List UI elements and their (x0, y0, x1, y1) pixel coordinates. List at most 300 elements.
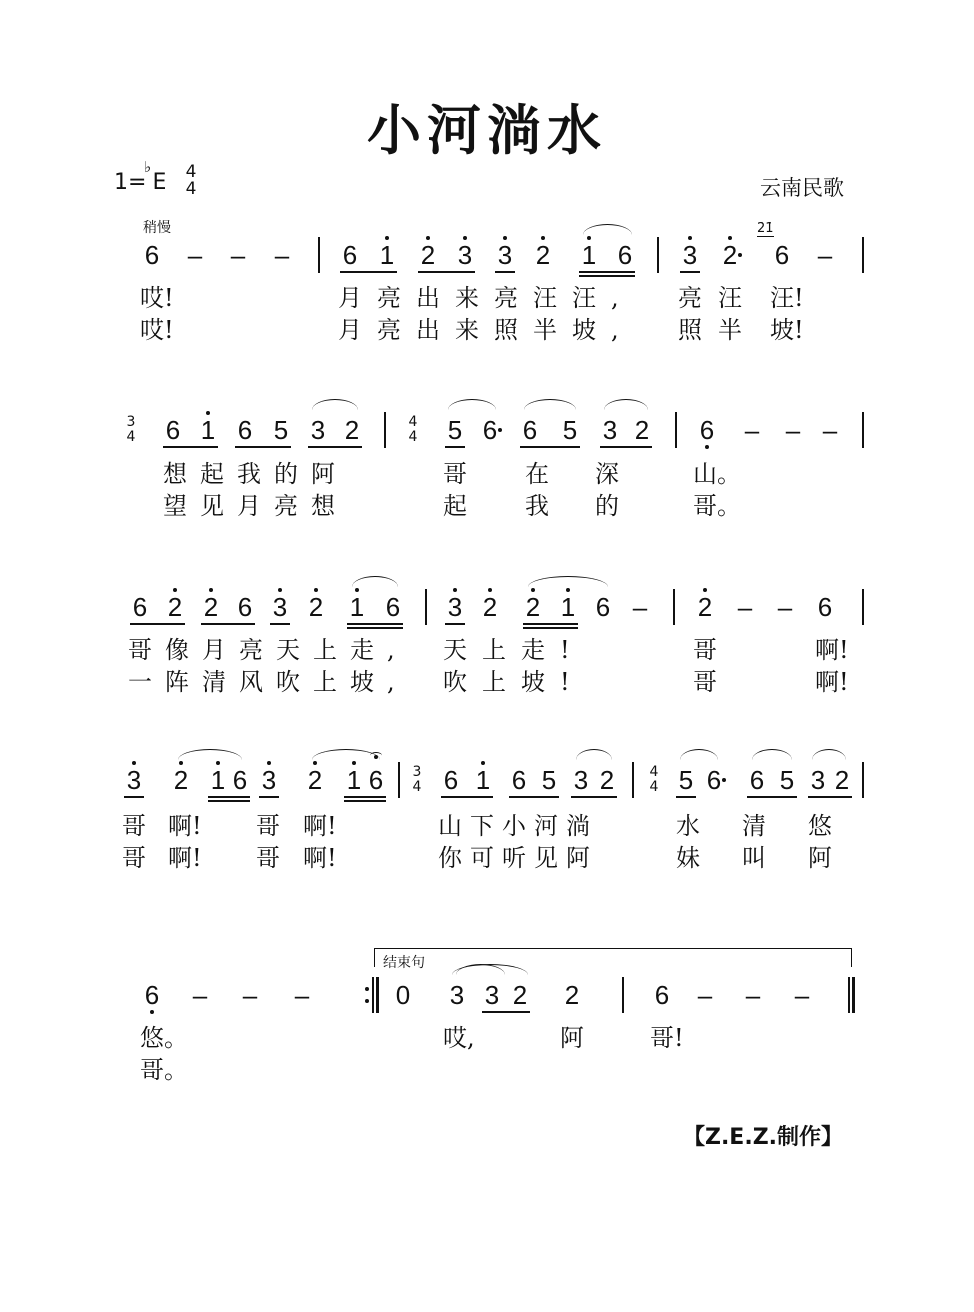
slur (576, 749, 612, 760)
lyric: 我 (525, 492, 549, 520)
octave-up-dot (453, 588, 457, 592)
note (613, 240, 637, 270)
octave-up-dot (463, 236, 467, 240)
note (558, 415, 582, 445)
underline-beam (571, 796, 617, 798)
key-signature (114, 158, 197, 199)
lyric: 山下小河淌 (438, 812, 598, 840)
note (678, 240, 702, 270)
slur (812, 749, 846, 760)
underline-beam (340, 271, 397, 273)
note (478, 415, 502, 445)
underline-beam (308, 446, 362, 448)
underline-beam (495, 271, 515, 273)
octave-up-dot (352, 761, 356, 765)
underline-beam (208, 796, 250, 798)
note-digit: 6 (774, 240, 790, 270)
ending-label: 结束句 (383, 955, 425, 971)
note (478, 592, 502, 622)
note (630, 415, 654, 445)
note (439, 765, 463, 795)
dash (238, 980, 262, 1010)
lyric: 的 (595, 492, 619, 520)
note-digit: 3 (310, 415, 326, 445)
note (531, 240, 555, 270)
note (233, 592, 257, 622)
note (122, 765, 146, 795)
note-digit: 6 (237, 592, 253, 622)
lyric: 妹 (676, 844, 700, 872)
barline (398, 762, 400, 798)
octave-up-dot (503, 236, 507, 240)
note-digit: 5 (447, 415, 463, 445)
slur (312, 399, 358, 410)
note-digit: 2 (420, 240, 436, 270)
slur (528, 576, 608, 587)
lyric: 你可听见阿 (438, 844, 598, 872)
underline-beam (163, 446, 218, 448)
final-barline-thick (852, 977, 855, 1013)
lyric: 悠。 (140, 1024, 188, 1052)
grace-note: 2̇1̇ (757, 221, 774, 236)
note-digit: 2 (535, 240, 551, 270)
dash (790, 980, 814, 1010)
augmentation-dot (738, 253, 742, 257)
dash (628, 592, 652, 622)
underline-beam (523, 627, 578, 629)
octave-up-dot (728, 236, 732, 240)
dash (733, 592, 757, 622)
octave-up-dot (209, 588, 213, 592)
dash (290, 980, 314, 1010)
octave-up-dot (488, 588, 492, 592)
note-digit: 6 (144, 240, 160, 270)
note (556, 592, 580, 622)
note-digit: – (632, 592, 648, 622)
time-bottom: 4 (408, 429, 418, 445)
lyric: 一阵清风吹上坡, (128, 668, 408, 696)
underline-beam (270, 623, 290, 625)
lyric: 啊! (815, 636, 849, 664)
note-digit: 5 (273, 415, 289, 445)
note (813, 592, 837, 622)
note-digit: 1 (210, 765, 226, 795)
note (569, 765, 593, 795)
note (375, 240, 399, 270)
note-digit: – (192, 980, 208, 1010)
lyric: 哥。 (140, 1056, 188, 1084)
note-digit: 3 (126, 765, 142, 795)
time-signature (124, 415, 138, 445)
note (493, 240, 517, 270)
dash (270, 240, 294, 270)
note-digit: – (187, 240, 203, 270)
underline-beam (418, 271, 475, 273)
lyric: 哎! (140, 316, 174, 344)
note (269, 415, 293, 445)
lyric: 哎, (443, 1024, 475, 1052)
lyric: 阿 (560, 1024, 584, 1052)
slur (752, 749, 792, 760)
note-digit: 3 (484, 980, 500, 1010)
note (480, 980, 504, 1010)
note-digit: 2 (203, 592, 219, 622)
dash (183, 240, 207, 270)
note (342, 765, 366, 795)
octave-up-dot (206, 411, 210, 415)
note (169, 765, 193, 795)
note-digit: 5 (779, 765, 795, 795)
note (591, 592, 615, 622)
note (775, 765, 799, 795)
dash (813, 240, 837, 270)
barline (675, 412, 677, 448)
note (537, 765, 561, 795)
octave-up-dot (313, 761, 317, 765)
octave-up-dot (173, 588, 177, 592)
time-bottom: 4 (126, 429, 136, 445)
octave-up-dot (531, 588, 535, 592)
note-digit: 5 (562, 415, 578, 445)
note-digit: 2 (344, 415, 360, 445)
note-digit: 3 (573, 765, 589, 795)
note-digit: 6 (654, 980, 670, 1010)
note-digit: 6 (342, 240, 358, 270)
time-top: 4 (408, 414, 418, 430)
note-digit: 3 (261, 765, 277, 795)
note (518, 415, 542, 445)
lyric: 清 (742, 812, 766, 840)
underline-beam (680, 271, 700, 273)
note-digit: 1 (379, 240, 395, 270)
underline-beam (208, 800, 250, 802)
lyric: 汪! (770, 284, 804, 312)
note (718, 240, 742, 270)
note (268, 592, 292, 622)
time-signature (410, 765, 424, 795)
note-digit: – (745, 980, 761, 1010)
time-top: 3 (412, 764, 422, 780)
underline-beam (344, 796, 386, 798)
lyric: 哥 (693, 636, 717, 664)
note-digit: – (785, 415, 801, 445)
note-digit: 6 (237, 415, 253, 445)
note (508, 980, 532, 1010)
octave-up-dot (385, 236, 389, 240)
note-digit: 6 (511, 765, 527, 795)
note (445, 980, 469, 1010)
time-top: 4 (185, 162, 197, 182)
lyric: 天上走! (443, 636, 585, 664)
note (128, 592, 152, 622)
lyric: 在 (525, 460, 549, 488)
lyric: 起 (443, 492, 467, 520)
note (161, 415, 185, 445)
barline (862, 237, 864, 273)
note-digit: – (230, 240, 246, 270)
lyric: 月亮出来照半坡, (338, 316, 634, 344)
lyric: 哥 (256, 844, 280, 872)
octave-up-dot (278, 588, 282, 592)
note (693, 592, 717, 622)
note (830, 765, 854, 795)
note-digit: – (794, 980, 810, 1010)
note (306, 415, 330, 445)
note (577, 240, 601, 270)
note-digit: 3 (272, 592, 288, 622)
note-digit: 0 (395, 980, 411, 1010)
augmentation-dot (498, 428, 502, 432)
flat-sign: ♭ (144, 158, 152, 176)
slur (178, 749, 242, 760)
note (257, 765, 281, 795)
underline-beam (579, 275, 635, 277)
note-digit: – (294, 980, 310, 1010)
octave-up-dot (132, 761, 136, 765)
barline (425, 589, 427, 625)
dash (740, 415, 764, 445)
note-digit: – (242, 980, 258, 1010)
octave-up-dot (426, 236, 430, 240)
note-digit: 1 (560, 592, 576, 622)
lyric: 啊! (815, 668, 849, 696)
slur (352, 576, 398, 587)
note (416, 240, 440, 270)
barline (862, 589, 864, 625)
note (199, 592, 223, 622)
note-digit: – (697, 980, 713, 1010)
underline-beam (347, 623, 403, 625)
barline (862, 412, 864, 448)
octave-up-dot (314, 588, 318, 592)
dash (773, 592, 797, 622)
lyric: 坡! (770, 316, 804, 344)
dash (818, 415, 842, 445)
song-origin: 云南民歌 (760, 176, 844, 200)
octave-down-dot (150, 1010, 154, 1014)
repeat-end-barline (372, 977, 374, 1013)
note (345, 592, 369, 622)
note-digit: 6 (443, 765, 459, 795)
slur (524, 399, 576, 410)
octave-up-dot (481, 761, 485, 765)
octave-up-dot (688, 236, 692, 240)
lyric: 叫 (742, 844, 766, 872)
time-bottom: 4 (412, 779, 422, 795)
underline-beam (676, 796, 696, 798)
underline-beam (482, 1011, 530, 1013)
underline-beam (600, 446, 652, 448)
credit-footer: 【Z.E.Z.制作】 (683, 1125, 844, 1150)
lyric: 哥。 (693, 492, 741, 520)
lyric: 哥 (693, 668, 717, 696)
note-digit: 3 (810, 765, 826, 795)
note (303, 765, 327, 795)
underline-beam (747, 796, 797, 798)
dash (741, 980, 765, 1010)
note-digit: 1 (475, 765, 491, 795)
note-digit: 2 (634, 415, 650, 445)
note (598, 415, 622, 445)
octave-up-dot (267, 761, 271, 765)
note-digit: 2 (308, 592, 324, 622)
ending-bracket (374, 948, 852, 967)
octave-up-dot (541, 236, 545, 240)
note (471, 765, 495, 795)
underline-beam (445, 446, 465, 448)
slur (583, 224, 632, 235)
note (702, 765, 726, 795)
lyric: 悠 (808, 812, 832, 840)
lyric: 哥 (122, 844, 146, 872)
note (595, 765, 619, 795)
underline-beam (344, 800, 386, 802)
note-digit: 6 (522, 415, 538, 445)
underline-beam (124, 796, 144, 798)
note (453, 240, 477, 270)
note (338, 240, 362, 270)
note (381, 592, 405, 622)
note (163, 592, 187, 622)
slur (604, 399, 648, 410)
lyric: 哥 (256, 812, 280, 840)
note (196, 415, 220, 445)
note-digit: – (822, 415, 838, 445)
octave-up-dot (179, 761, 183, 765)
key-prefix: 1= (114, 170, 147, 195)
underline-beam (579, 271, 635, 273)
note-digit: 3 (602, 415, 618, 445)
octave-up-dot (355, 588, 359, 592)
note-digit: 1 (346, 765, 362, 795)
note (140, 240, 164, 270)
note (674, 765, 698, 795)
note-digit: 3 (682, 240, 698, 270)
fermata-dot (374, 755, 378, 759)
barline (384, 412, 386, 448)
lyric: 月亮出来亮汪汪, (338, 284, 634, 312)
note (233, 415, 257, 445)
note-digit: 6 (749, 765, 765, 795)
key-note: E (152, 170, 167, 195)
note (695, 415, 719, 445)
note-digit: – (777, 592, 793, 622)
underline-beam (259, 796, 279, 798)
note-digit: 1 (349, 592, 365, 622)
note-digit: 2 (834, 765, 850, 795)
lyric: 哎! (140, 284, 174, 312)
barline (657, 237, 659, 273)
note-digit: 3 (497, 240, 513, 270)
lyric: 啊! (168, 844, 202, 872)
note-digit: 3 (447, 592, 463, 622)
octave-up-dot (216, 761, 220, 765)
lyric: 啊! (303, 812, 337, 840)
note-digit: 2 (697, 592, 713, 622)
note-digit: 6 (132, 592, 148, 622)
note-digit: 2 (512, 980, 528, 1010)
note-digit: 2 (482, 592, 498, 622)
underline-beam (808, 796, 852, 798)
note-digit: 6 (165, 415, 181, 445)
final-barline (848, 977, 850, 1013)
time-signature (184, 164, 198, 198)
note-digit: 3 (449, 980, 465, 1010)
note (521, 592, 545, 622)
note-digit: 1 (581, 240, 597, 270)
lyric: 想起我的阿 (163, 460, 348, 488)
note-digit: 1 (200, 415, 216, 445)
note (340, 415, 364, 445)
note-digit: 6 (232, 765, 248, 795)
time-top: 3 (126, 414, 136, 430)
dash (693, 980, 717, 1010)
augmentation-dot (722, 778, 726, 782)
note (507, 765, 531, 795)
lyric: 深 (595, 460, 619, 488)
lyric: 照 (678, 316, 702, 344)
note (391, 980, 415, 1010)
repeat-end-barline-thick (376, 977, 379, 1013)
octave-down-dot (705, 445, 709, 449)
lyric: 哥 (443, 460, 467, 488)
note-digit: – (817, 240, 833, 270)
note (443, 415, 467, 445)
note-digit: 6 (699, 415, 715, 445)
time-signature (647, 765, 661, 795)
note-digit: 6 (482, 415, 498, 445)
underline-beam (441, 796, 493, 798)
lyric: 啊! (168, 812, 202, 840)
octave-up-dot (566, 588, 570, 592)
underline-beam (509, 796, 559, 798)
time-bottom: 4 (649, 779, 659, 795)
lyric: 啊! (303, 844, 337, 872)
note-digit: 6 (368, 765, 384, 795)
barline (862, 762, 864, 798)
note (304, 592, 328, 622)
underline-beam (523, 623, 578, 625)
dash (781, 415, 805, 445)
underline-beam (445, 623, 465, 625)
lyric: 哥像月亮天上走, (128, 636, 408, 664)
note-digit: – (744, 415, 760, 445)
note-digit: 3 (457, 240, 473, 270)
lyric: 水 (676, 812, 700, 840)
octave-up-dot (703, 588, 707, 592)
note-digit: 6 (617, 240, 633, 270)
slur (448, 399, 496, 410)
repeat-dot (365, 999, 369, 1003)
octave-up-dot (587, 236, 591, 240)
note (206, 765, 230, 795)
note (650, 980, 674, 1010)
barline (632, 762, 634, 798)
song-title: 小河淌水 (367, 98, 607, 162)
note-digit: 5 (678, 765, 694, 795)
underline-beam (235, 446, 291, 448)
repeat-dot (365, 987, 369, 991)
barline (622, 977, 624, 1013)
note-digit: 2 (599, 765, 615, 795)
note-digit: 2 (173, 765, 189, 795)
barline (318, 237, 320, 273)
note-digit: – (274, 240, 290, 270)
note-digit: 6 (144, 980, 160, 1010)
note-digit: 2 (722, 240, 738, 270)
lyric: 汪 (718, 284, 742, 312)
slur (680, 749, 718, 760)
